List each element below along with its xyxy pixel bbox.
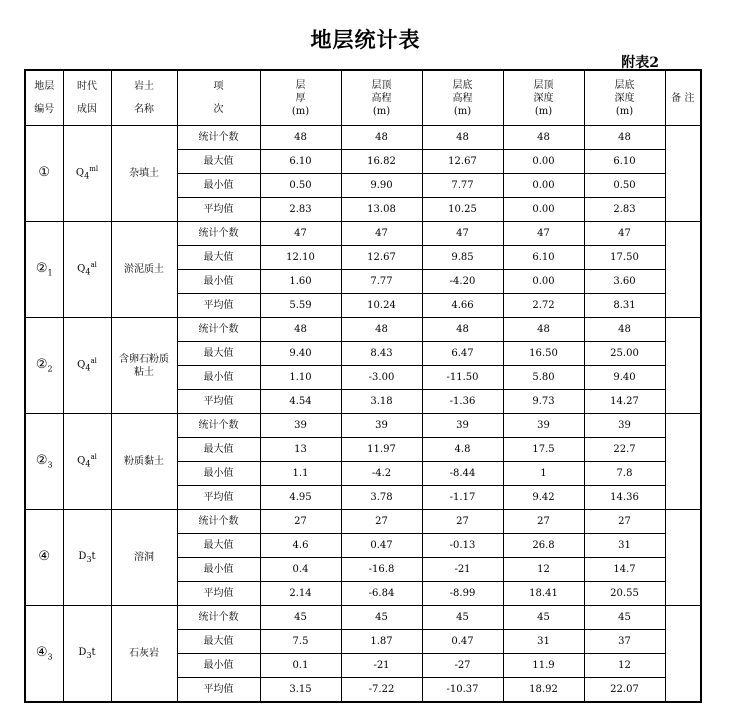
age-symbol: Q: [77, 455, 86, 467]
age-subscript: 3: [86, 650, 92, 660]
value-cell: 14.27: [584, 390, 665, 414]
value-cell: 4.6: [260, 534, 341, 558]
value-cell: 9.40: [260, 342, 341, 366]
header-bottom-elevation: 层底 高程 (m): [422, 70, 503, 126]
value-cell: 6.10: [260, 150, 341, 174]
layer-id: ④: [35, 644, 48, 660]
value-cell: 12.67: [341, 246, 422, 270]
remark-cell: [665, 126, 701, 222]
layer-id: ②: [35, 452, 48, 468]
value-cell: 39: [584, 414, 665, 438]
remark-cell: [665, 222, 701, 318]
document-title: 地层统计表: [310, 27, 421, 52]
item-cell: 平均值: [177, 390, 260, 414]
value-cell: 8.43: [341, 342, 422, 366]
value-cell: 47: [584, 222, 665, 246]
value-cell: -21: [341, 654, 422, 678]
value-cell: 11.97: [341, 438, 422, 462]
value-cell: 12.67: [422, 150, 503, 174]
value-cell: 31: [503, 630, 584, 654]
age-suffix: t: [91, 550, 96, 562]
table-row: [25, 222, 701, 246]
item-cell: 最大值: [177, 630, 260, 654]
value-cell: 8.31: [584, 294, 665, 318]
value-cell: 48: [584, 126, 665, 150]
value-cell: 48: [341, 318, 422, 342]
value-cell: 47: [422, 222, 503, 246]
item-cell: 统计个数: [177, 606, 260, 630]
item-cell: 统计个数: [177, 414, 260, 438]
value-cell: 14.36: [584, 486, 665, 510]
age-suffix: t: [91, 646, 96, 658]
age-subscript: 3: [86, 554, 92, 564]
rock-name-cell: 石灰岩: [111, 606, 177, 703]
value-cell: 18.41: [503, 582, 584, 606]
header-row: [25, 70, 701, 126]
value-cell: 1.87: [341, 630, 422, 654]
value-cell: 47: [260, 222, 341, 246]
value-cell: 7.77: [341, 270, 422, 294]
value-cell: 4.66: [422, 294, 503, 318]
item-cell: 最大值: [177, 150, 260, 174]
value-cell: 9.40: [584, 366, 665, 390]
value-cell: 1.60: [260, 270, 341, 294]
age-genesis-cell: [63, 510, 111, 606]
item-cell: 平均值: [177, 198, 260, 222]
value-cell: 7.77: [422, 174, 503, 198]
header-era: 时代 成因: [63, 70, 111, 126]
value-cell: 31: [584, 534, 665, 558]
value-cell: 5.80: [503, 366, 584, 390]
value-cell: 9.73: [503, 390, 584, 414]
value-cell: 10.25: [422, 198, 503, 222]
value-cell: 1.1: [260, 462, 341, 486]
rock-name-cell: 溶洞: [111, 510, 177, 606]
value-cell: 1: [503, 462, 584, 486]
value-cell: 47: [341, 222, 422, 246]
age-superscript: ml: [89, 165, 99, 174]
layer-id-subscript: 1: [47, 268, 53, 278]
value-cell: 0.4: [260, 558, 341, 582]
value-cell: 10.24: [341, 294, 422, 318]
table-row: [25, 510, 701, 534]
value-cell: -6.84: [341, 582, 422, 606]
layer-id-cell: [25, 510, 63, 606]
value-cell: 14.7: [584, 558, 665, 582]
age-genesis-cell: [63, 126, 111, 222]
value-cell: 0.50: [584, 174, 665, 198]
value-cell: 7.8: [584, 462, 665, 486]
layer-id-cell: [25, 126, 63, 222]
value-cell: 22.07: [584, 678, 665, 703]
value-cell: 48: [341, 126, 422, 150]
age-subscript: 4: [85, 267, 91, 277]
value-cell: 48: [584, 318, 665, 342]
value-cell: -10.37: [422, 678, 503, 703]
layer-id: ②: [35, 260, 48, 276]
value-cell: 11.9: [503, 654, 584, 678]
remark-cell: [665, 318, 701, 414]
table-row: [25, 318, 701, 342]
header-remark: 备 注: [665, 70, 701, 126]
item-cell: 最小值: [177, 270, 260, 294]
item-cell: 最大值: [177, 438, 260, 462]
item-cell: 最大值: [177, 246, 260, 270]
value-cell: -0.13: [422, 534, 503, 558]
value-cell: 39: [341, 414, 422, 438]
value-cell: 47: [503, 222, 584, 246]
value-cell: 26.8: [503, 534, 584, 558]
age-genesis-cell: [63, 318, 111, 414]
value-cell: 6.10: [503, 246, 584, 270]
value-cell: 0.50: [260, 174, 341, 198]
age-superscript: al: [90, 261, 97, 270]
value-cell: -1.17: [422, 486, 503, 510]
value-cell: -3.00: [341, 366, 422, 390]
layer-id-cell: [25, 318, 63, 414]
value-cell: 0.00: [503, 270, 584, 294]
layer-id-subscript: 3: [47, 460, 53, 470]
rock-name-cell: 淤泥质土: [111, 222, 177, 318]
value-cell: 2.83: [584, 198, 665, 222]
value-cell: 9.85: [422, 246, 503, 270]
value-cell: 9.90: [341, 174, 422, 198]
value-cell: 39: [260, 414, 341, 438]
value-cell: -8.99: [422, 582, 503, 606]
rock-name-cell: 杂填土: [111, 126, 177, 222]
item-cell: 统计个数: [177, 510, 260, 534]
value-cell: 4.54: [260, 390, 341, 414]
layer-id-cell: [25, 414, 63, 510]
value-cell: 12.10: [260, 246, 341, 270]
value-cell: 12: [503, 558, 584, 582]
value-cell: 3.18: [341, 390, 422, 414]
age-genesis-cell: [63, 414, 111, 510]
value-cell: 27: [422, 510, 503, 534]
age-subscript: 4: [85, 363, 91, 373]
value-cell: 0.47: [422, 630, 503, 654]
value-cell: -27: [422, 654, 503, 678]
age-symbol: Q: [77, 263, 86, 275]
value-cell: 3.60: [584, 270, 665, 294]
value-cell: 45: [341, 606, 422, 630]
age-symbol: D: [78, 550, 87, 562]
value-cell: -11.50: [422, 366, 503, 390]
value-cell: 2.14: [260, 582, 341, 606]
age-superscript: al: [90, 357, 97, 366]
header-top-elevation: 层顶 高程 (m): [341, 70, 422, 126]
header-top-depth: 层顶 深度 (m): [503, 70, 584, 126]
value-cell: 25.00: [584, 342, 665, 366]
layer-id: ②: [35, 356, 48, 372]
age-genesis-cell: [63, 222, 111, 318]
table-row: [25, 126, 701, 150]
layer-id-subscript: 3: [47, 652, 53, 662]
value-cell: 0.00: [503, 150, 584, 174]
value-cell: 17.5: [503, 438, 584, 462]
value-cell: 13.08: [341, 198, 422, 222]
value-cell: 37: [584, 630, 665, 654]
value-cell: 6.47: [422, 342, 503, 366]
value-cell: -4.20: [422, 270, 503, 294]
header-layer-no: 地层 编号: [25, 70, 63, 126]
value-cell: 48: [422, 126, 503, 150]
item-cell: 平均值: [177, 294, 260, 318]
header-thickness: 层 厚 (m): [260, 70, 341, 126]
value-cell: 16.50: [503, 342, 584, 366]
strata-statistics-table: [24, 69, 702, 703]
rock-name-cell: 粉质黏土: [111, 414, 177, 510]
value-cell: -1.36: [422, 390, 503, 414]
value-cell: 13: [260, 438, 341, 462]
value-cell: -21: [422, 558, 503, 582]
remark-cell: [665, 510, 701, 606]
value-cell: 5.59: [260, 294, 341, 318]
age-symbol: Q: [75, 167, 85, 179]
value-cell: 0.00: [503, 198, 584, 222]
item-cell: 最小值: [177, 174, 260, 198]
value-cell: 0.1: [260, 654, 341, 678]
value-cell: 6.10: [584, 150, 665, 174]
value-cell: 48: [260, 318, 341, 342]
value-cell: 9.42: [503, 486, 584, 510]
value-cell: 12: [584, 654, 665, 678]
value-cell: 4.8: [422, 438, 503, 462]
table-row: [25, 606, 701, 630]
value-cell: 45: [503, 606, 584, 630]
layer-id-cell: [25, 606, 63, 703]
header-bottom-depth: 层底 深度 (m): [584, 70, 665, 126]
value-cell: 39: [422, 414, 503, 438]
value-cell: 48: [503, 318, 584, 342]
value-cell: 4.95: [260, 486, 341, 510]
value-cell: 27: [341, 510, 422, 534]
layer-id: ①: [38, 165, 51, 181]
value-cell: -4.2: [341, 462, 422, 486]
table-row: [25, 414, 701, 438]
item-cell: 平均值: [177, 678, 260, 703]
value-cell: 22.7: [584, 438, 665, 462]
value-cell: 20.55: [584, 582, 665, 606]
value-cell: 48: [503, 126, 584, 150]
value-cell: -7.22: [341, 678, 422, 703]
remark-cell: [665, 606, 701, 703]
value-cell: 27: [260, 510, 341, 534]
value-cell: 16.82: [341, 150, 422, 174]
item-cell: 最大值: [177, 534, 260, 558]
value-cell: 0.00: [503, 174, 584, 198]
value-cell: 1.10: [260, 366, 341, 390]
value-cell: 0.47: [341, 534, 422, 558]
age-superscript: al: [90, 453, 97, 462]
value-cell: 27: [584, 510, 665, 534]
item-cell: 最大值: [177, 342, 260, 366]
header-item: 项 次: [177, 70, 260, 126]
value-cell: 17.50: [584, 246, 665, 270]
appendix-label: 附表2: [621, 55, 659, 71]
item-cell: 最小值: [177, 462, 260, 486]
layer-id-cell: [25, 222, 63, 318]
item-cell: 统计个数: [177, 318, 260, 342]
item-cell: 最小值: [177, 558, 260, 582]
value-cell: 48: [422, 318, 503, 342]
item-cell: 统计个数: [177, 126, 260, 150]
value-cell: 3.15: [260, 678, 341, 703]
item-cell: 统计个数: [177, 222, 260, 246]
rock-name-cell: 含卵石粉质粘土: [111, 318, 177, 414]
layer-id-subscript: 2: [47, 364, 53, 374]
age-subscript: 4: [84, 171, 90, 181]
age-symbol: D: [78, 646, 87, 658]
item-cell: 最小值: [177, 654, 260, 678]
layer-id: ④: [38, 549, 51, 565]
value-cell: 3.78: [341, 486, 422, 510]
value-cell: 18.92: [503, 678, 584, 703]
value-cell: 2.83: [260, 198, 341, 222]
value-cell: 45: [422, 606, 503, 630]
item-cell: 平均值: [177, 486, 260, 510]
item-cell: 最小值: [177, 366, 260, 390]
value-cell: -16.8: [341, 558, 422, 582]
value-cell: 48: [260, 126, 341, 150]
value-cell: 27: [503, 510, 584, 534]
value-cell: -8.44: [422, 462, 503, 486]
value-cell: 2.72: [503, 294, 584, 318]
value-cell: 45: [584, 606, 665, 630]
age-genesis-cell: [63, 606, 111, 703]
value-cell: 45: [260, 606, 341, 630]
value-cell: 39: [503, 414, 584, 438]
remark-cell: [665, 414, 701, 510]
age-symbol: Q: [77, 359, 86, 371]
age-subscript: 4: [85, 459, 91, 469]
value-cell: 7.5: [260, 630, 341, 654]
item-cell: 平均值: [177, 582, 260, 606]
header-rock-name: 岩土 名称: [111, 70, 177, 126]
